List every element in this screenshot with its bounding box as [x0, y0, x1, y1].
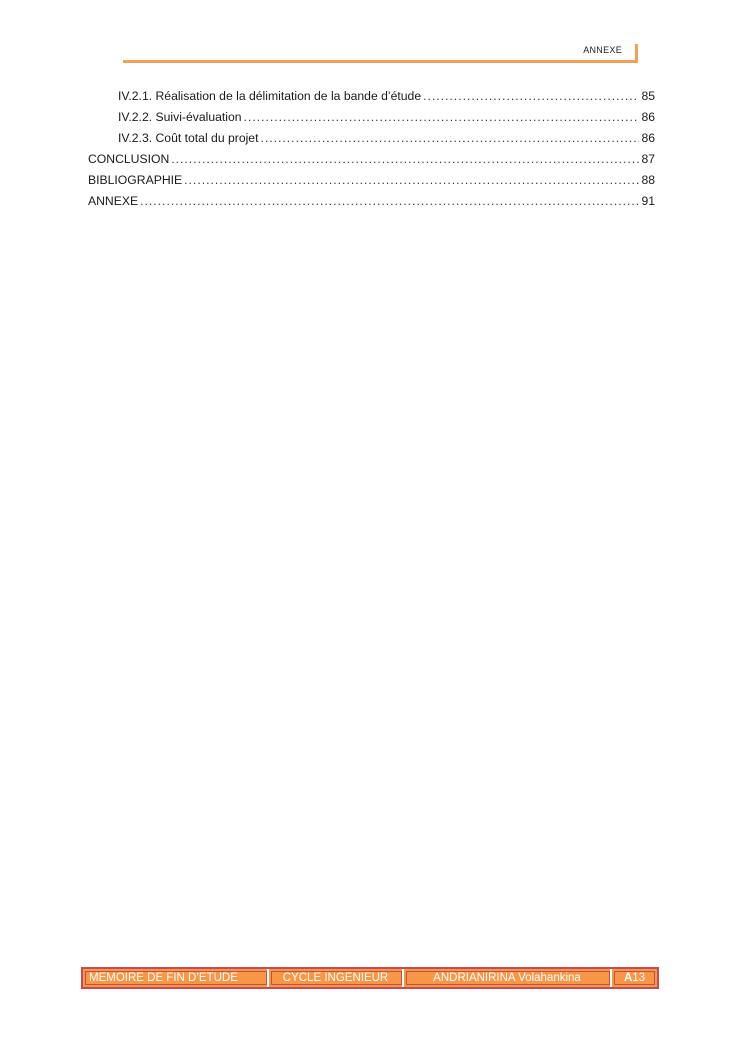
- footer-cycle-label: CYCLE INGENIEUR: [269, 969, 404, 987]
- footer-page-number: [612, 969, 657, 987]
- toc-entry-title: ANNEXE: [88, 194, 139, 208]
- toc-dot-leader: [260, 131, 639, 145]
- toc-dot-leader: [423, 89, 639, 103]
- toc-entry-title: IV.2.1. Réalisation de la délimitation de la bande d’étude: [118, 89, 422, 103]
- footer-page-digits: 13: [632, 972, 646, 984]
- toc-page-number: 86: [641, 131, 655, 145]
- toc-entry-bibliographie[interactable]: [88, 173, 655, 194]
- toc-entry-conclusion[interactable]: [88, 152, 655, 173]
- toc-dot-leader: [244, 110, 640, 124]
- header-rule: [123, 60, 637, 63]
- toc-entry-title: IV.2.2. Suivi-évaluation: [118, 110, 242, 124]
- table-of-contents: [88, 89, 655, 215]
- toc-page-number: 85: [641, 89, 655, 103]
- toc-dot-leader: [184, 173, 639, 187]
- toc-dot-leader: [140, 194, 639, 208]
- toc-entry-iv-2-2[interactable]: [88, 110, 655, 131]
- toc-entry-iv-2-1[interactable]: [88, 89, 655, 110]
- toc-entry-title: CONCLUSION: [88, 152, 170, 166]
- toc-entry-title: IV.2.3. Coût total du projet: [118, 131, 259, 145]
- footer-memoire-label: MEMOIRE DE FIN D’ETUDE: [83, 969, 269, 987]
- toc-page-number: 87: [641, 152, 655, 166]
- running-header-label: ANNEXE: [583, 45, 622, 55]
- footer-author-name: ANDRIANIRINA Volahankina: [404, 969, 612, 987]
- toc-page-number: 88: [641, 173, 655, 187]
- toc-dot-leader: [171, 152, 639, 166]
- footer-page-prefix: A: [623, 972, 633, 984]
- toc-entry-annexe[interactable]: [88, 194, 655, 215]
- toc-page-number: 91: [641, 194, 655, 208]
- page-footer: [81, 967, 659, 989]
- toc-entry-title: BIBLIOGRAPHIE: [88, 173, 183, 187]
- toc-page-number: 86: [641, 110, 655, 124]
- toc-entry-iv-2-3[interactable]: [88, 131, 655, 152]
